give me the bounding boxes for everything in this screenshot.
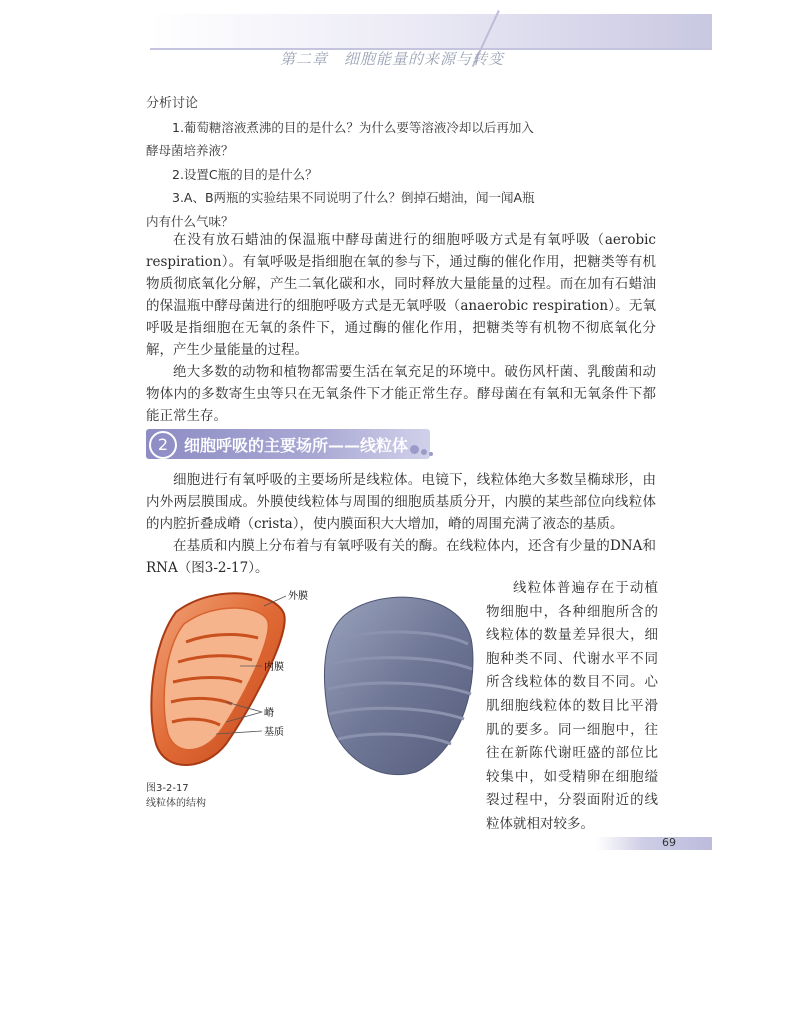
paragraph-mitochondria-structure: 细胞进行有氧呼吸的主要场所是线粒体。电镜下，线粒体绝大多数呈椭球形，由内外两层膜围成。外膜使线粒体与周围的细胞质基质分开，内膜的某些部位向线粒体的内腔折叠成嵴（crista），使内膜面积大大增加，嵴的周围充满了液态的基质。 — [146, 472, 656, 532]
question-3-line-2: 内有什么气味？ — [146, 213, 234, 229]
paragraph-mitochondria-distribution: 线粒体普遍存在于动植物细胞中，各种细胞所含的线粒体的数量差异很大，细胞种类不同、代谢水平不同所含线粒体的数目不同。心肌细胞线粒体的数目比平滑肌的要多。同一细胞中，往往在新陈代谢旺盛的部位比较集中，如受精卵在细胞缢裂过程中，分裂面附近的线粒体就相对较多。 — [486, 580, 658, 832]
decorative-dot — [429, 452, 433, 456]
figure-caption-text: 线粒体的结构 — [146, 798, 206, 809]
side-text-block — [486, 577, 658, 837]
discussion-heading: 分析讨论 — [146, 96, 199, 111]
mitochondrion-cutaway — [151, 593, 284, 765]
section-number-badge: 2 — [149, 431, 177, 459]
paragraph-aerobic-anaerobic: 在没有放石蜡油的保温瓶中酵母菌进行的细胞呼吸方式是有氧呼吸（aerobic respiration）。有氧呼吸是指细胞在氧的参与下，通过酶的催化作用，把糖类等有机物质彻底氧化分解，产生二氧化碳和水，同时释放大量能量的过程。而在加有石蜡油的保温瓶中酵母菌进行的细胞呼吸方式是无氧呼吸（anaerobic respiration）。无氧呼吸是指细胞在无氧的条件下，通过酶的催化作用，把糖类等有机物不彻底氧化分解，产生少量能量的过程。 — [146, 232, 656, 358]
label-inner-membrane: 内膜 — [264, 662, 284, 673]
header-banner — [150, 14, 712, 48]
respiration-text-block — [146, 229, 656, 427]
decorative-dot — [410, 445, 419, 454]
mitochondria-illustration — [146, 584, 481, 776]
mitochondria-text-block — [146, 469, 656, 579]
question-1-line-2: 酵母菌培养液？ — [146, 143, 234, 158]
label-crista: 嵴 — [264, 708, 274, 719]
chapter-title: 第二章 细胞能量的来源与转变 — [280, 50, 505, 68]
paragraph-oxygen-environment: 绝大多数的动物和植物都需要生活在氧充足的环境中。破伤风杆菌、乳酸菌和动物体内的多数寄生虫等只在无氧条件下才能正常生存。酵母菌在有氧和无氧条件下都能正常生存。 — [146, 364, 656, 424]
mitochondrion-electron-micrograph — [324, 597, 473, 775]
label-matrix: 基质 — [264, 727, 284, 738]
question-2: 2.设置C瓶的目的是什么？ — [172, 166, 318, 182]
question-3-line-1: 3.A、B两瓶的实验结果不同说明了什么？倒掉石蜡油，闻一闻A瓶 — [172, 190, 535, 205]
section-title: 细胞呼吸的主要场所——线粒体 — [184, 436, 409, 455]
paragraph-enzymes-dna: 在基质和内膜上分布着与有氧呼吸有关的酶。在线粒体内，还含有少量的DNA和RNA（图3-2-17）。 — [146, 538, 656, 576]
page-number: 69 — [662, 836, 676, 849]
figure-caption-number: 图3-2-17 — [146, 783, 189, 794]
discussion-section — [146, 92, 566, 233]
question-1-line-1: 1.葡萄糖溶液煮沸的目的是什么？为什么要等溶液冷却以后再加入 — [172, 119, 534, 135]
label-outer-membrane: 外膜 — [288, 591, 308, 602]
decorative-dot — [421, 449, 427, 455]
